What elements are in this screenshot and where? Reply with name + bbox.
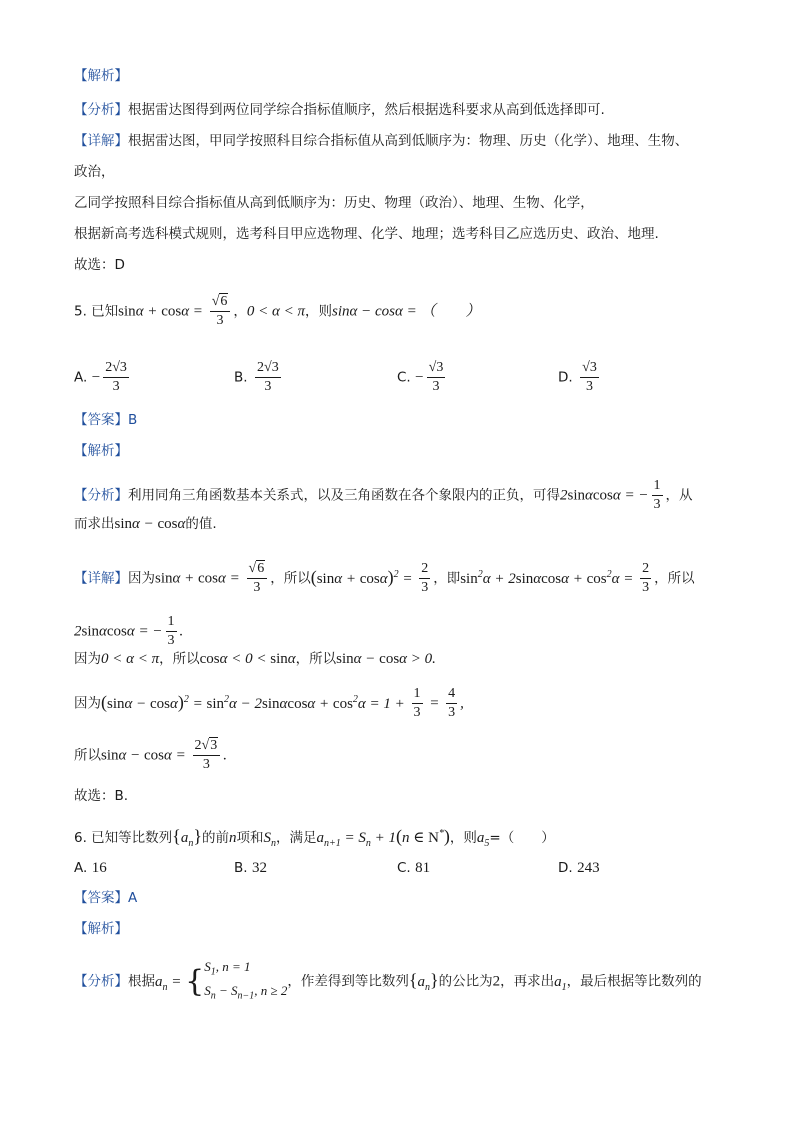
q5-xiangjie-3: 因为0 < α < π，所以cosα < 0 < sinα，所以sinα − cosα > 0. xyxy=(74,651,436,667)
q4-xiangjie-2: 政治， xyxy=(74,164,115,180)
q5-xiangjie-5: 所以sinα − cosα = $\frac{2√3}{3}$ . xyxy=(74,738,227,772)
q4-xiangjie-1: 【详解】根据雷达图，甲同学按照科目综合指标值从高到低顺序为：物理、历史（化学）、地理、生物、 xyxy=(74,133,689,149)
q6-option-d: D. 243 xyxy=(558,860,600,876)
q5-guxuan: 故选：B. xyxy=(74,788,129,804)
q4-fenxi: 【分析】根据雷达图得到两位同学综合指标值顺序，然后根据选科要求从高到低选择即可. xyxy=(74,102,605,118)
q6-jiexi-heading: 【解析】 xyxy=(74,921,128,937)
q5-option-a: A. − $\frac{2√3}{3}$ xyxy=(74,360,127,394)
q5-xiangjie-4: 因为$(\sin\alpha - \cos\alpha)^2 = \sin^2\alpha - 2\sin\alpha\cos\alpha + \cos^2\alpha = 1$ + $\frac{1}{3}$ = $\frac{4}{3}$ , xyxy=(74,686,464,720)
q5-fenxi-2: 而求出sinα − cosα的值. xyxy=(74,516,217,532)
q5-stem: 5. 已知sinα + cosα = $\frac{√6}{3}$ ，0 < α < π，则sinα − cosα = （ ） xyxy=(74,294,481,328)
q4-xiangjie-4: 根据新高考选科模式规则，选考科目甲应选物理、化学、地理；选考科目乙应选历史、政治、地理. xyxy=(74,226,659,242)
q4-guxuan: 故选：D xyxy=(74,257,125,273)
q5-fenxi-1: 【分析】利用同角三角函数基本关系式，以及三角函数在各个象限内的正负，可得2sinαcosα = − $\frac{1}{3}$ ，从 xyxy=(74,478,693,512)
q6-option-c: C. 81 xyxy=(397,860,431,876)
q5-xiangjie-2: 2sinαcosα = − $\frac{1}{3}$ . xyxy=(74,614,184,648)
q5-xiangjie-1: 【详解】因为sinα + cosα = $\frac{√6}{3}$ ，所以$(\sin\alpha + \cos\alpha)^2$ = $\frac{2}{3}$ ，即$\sin^2\alpha + 2\sin\alpha\cos\alpha + \cos^2\alpha$ = $\frac{2}{3}$ ，所以 xyxy=(74,561,695,595)
q6-stem: 6. 已知等比数列$\{a_n\}$的前n项和$S_n$，满足$a_{n+1} = S_n + 1(n$ ∈ N*)，则$a_5=$（ ） xyxy=(74,826,555,849)
q4-xiangjie-3: 乙同学按照科目综合指标值从高到低顺序为：历史、物理（政治）、地理、生物、化学， xyxy=(74,195,594,211)
q6-fenxi: 【分析】根据$a_n$ = { $S_1$, n = 1 $S_n - S_{n-1}$, n ≥ 2 ，作差得到等比数列$\{a_n\}$的公比为2，再求出$a_1$，最后根据等比数列的 xyxy=(74,959,702,1002)
q6-answer: 【答案】A xyxy=(74,890,138,906)
q5-answer: 【答案】B xyxy=(74,412,138,428)
q6-option-b: B. 32 xyxy=(234,860,268,876)
q5-option-d: D. $\frac{√3}{3}$ xyxy=(558,360,597,394)
q6-option-a: A. 16 xyxy=(74,860,107,876)
q5-jiexi-heading: 【解析】 xyxy=(74,443,128,459)
q4-jiexi-heading: 【解析】 xyxy=(74,68,128,84)
q5-option-b: B. $\frac{2√3}{3}$ xyxy=(234,360,279,394)
q5-option-c: C. − $\frac{√3}{3}$ xyxy=(397,360,444,394)
